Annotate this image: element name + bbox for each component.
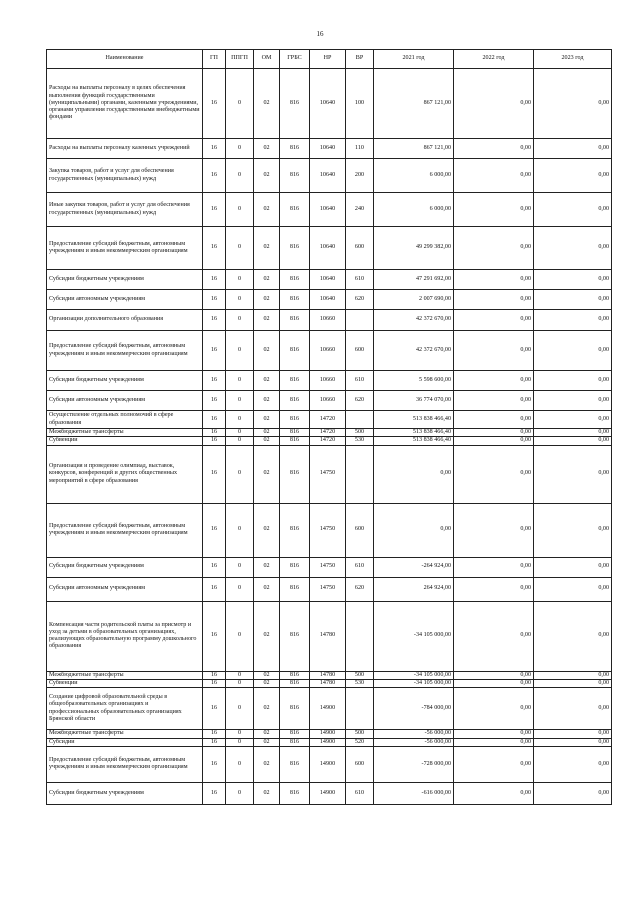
row-om: 02 <box>254 310 280 331</box>
row-name: Организация и проведение олимпиад, выставок, конкурсов, конференций и других общественных мероприятий в сфере образования <box>47 445 203 503</box>
row-grbs: 816 <box>280 503 310 557</box>
row-om: 02 <box>254 429 280 437</box>
row-nr: 10660 <box>310 331 346 371</box>
row-om: 02 <box>254 738 280 746</box>
row-2021: -264 924,00 <box>374 557 454 577</box>
row-om: 02 <box>254 503 280 557</box>
row-nr: 14720 <box>310 411 346 429</box>
table-row <box>47 391 612 411</box>
row-2023: 0,00 <box>534 270 612 290</box>
row-ppgp: 0 <box>226 290 254 310</box>
row-vr: 610 <box>346 270 374 290</box>
header-2021: 2021 год <box>374 50 454 69</box>
row-nr: 14750 <box>310 503 346 557</box>
row-2021: 0,00 <box>374 445 454 503</box>
row-vr <box>346 445 374 503</box>
row-nr: 10660 <box>310 371 346 391</box>
row-ppgp: 0 <box>226 738 254 746</box>
row-2021: 513 838 466,40 <box>374 411 454 429</box>
row-nr: 10640 <box>310 193 346 227</box>
row-name: Организации дополнительного образования <box>47 310 203 331</box>
table-row <box>47 577 612 601</box>
row-ppgp: 0 <box>226 577 254 601</box>
row-gp: 16 <box>203 290 226 310</box>
row-om: 02 <box>254 331 280 371</box>
row-nr: 14780 <box>310 671 346 679</box>
header-row <box>47 50 612 69</box>
row-gp: 16 <box>203 139 226 159</box>
row-2021: 867 121,00 <box>374 139 454 159</box>
row-vr <box>346 310 374 331</box>
table-row <box>47 738 612 746</box>
row-vr: 610 <box>346 782 374 804</box>
table-row <box>47 270 612 290</box>
row-om: 02 <box>254 601 280 671</box>
row-name: Осуществление отдельных полномочий в сфере образования <box>47 411 203 429</box>
row-grbs: 816 <box>280 746 310 782</box>
row-grbs: 816 <box>280 688 310 730</box>
row-2023: 0,00 <box>534 193 612 227</box>
row-ppgp: 0 <box>226 429 254 437</box>
row-2023: 0,00 <box>534 159 612 193</box>
row-2022: 0,00 <box>454 503 534 557</box>
row-gp: 16 <box>203 193 226 227</box>
row-2023: 0,00 <box>534 738 612 746</box>
row-2022: 0,00 <box>454 310 534 331</box>
row-2023: 0,00 <box>534 445 612 503</box>
row-2022: 0,00 <box>454 411 534 429</box>
row-2022: 0,00 <box>454 782 534 804</box>
row-gp: 16 <box>203 577 226 601</box>
row-2022: 0,00 <box>454 679 534 687</box>
row-nr: 14780 <box>310 601 346 671</box>
row-gp: 16 <box>203 411 226 429</box>
table-row <box>47 437 612 445</box>
row-grbs: 816 <box>280 69 310 139</box>
row-2022: 0,00 <box>454 746 534 782</box>
row-om: 02 <box>254 577 280 601</box>
row-vr: 520 <box>346 738 374 746</box>
row-2023: 0,00 <box>534 139 612 159</box>
row-name: Предоставление субсидий бюджетным, автономным учреждениям и иным некоммерческим организациям <box>47 227 203 270</box>
row-2022: 0,00 <box>454 738 534 746</box>
row-ppgp: 0 <box>226 730 254 738</box>
row-grbs: 816 <box>280 193 310 227</box>
row-2021: 36 774 070,00 <box>374 391 454 411</box>
row-2021: -34 105 000,00 <box>374 671 454 679</box>
row-gp: 16 <box>203 227 226 270</box>
row-vr: 500 <box>346 671 374 679</box>
row-2022: 0,00 <box>454 730 534 738</box>
row-om: 02 <box>254 139 280 159</box>
table-row <box>47 730 612 738</box>
row-name: Предоставление субсидий бюджетным, автономным учреждениям и иным некоммерческим организациям <box>47 746 203 782</box>
row-ppgp: 0 <box>226 503 254 557</box>
page-number: 16 <box>316 30 324 38</box>
row-name: Субсидии автономным учреждениям <box>47 577 203 601</box>
row-grbs: 816 <box>280 730 310 738</box>
row-grbs: 816 <box>280 411 310 429</box>
row-om: 02 <box>254 371 280 391</box>
row-nr: 10640 <box>310 69 346 139</box>
row-2022: 0,00 <box>454 601 534 671</box>
table-row <box>47 290 612 310</box>
row-gp: 16 <box>203 782 226 804</box>
row-vr: 500 <box>346 429 374 437</box>
row-vr: 620 <box>346 290 374 310</box>
row-2021: 0,00 <box>374 503 454 557</box>
row-vr: 600 <box>346 746 374 782</box>
row-gp: 16 <box>203 159 226 193</box>
table-row <box>47 503 612 557</box>
row-grbs: 816 <box>280 391 310 411</box>
row-gp: 16 <box>203 730 226 738</box>
row-ppgp: 0 <box>226 159 254 193</box>
row-grbs: 816 <box>280 310 310 331</box>
row-2021: 42 372 670,00 <box>374 310 454 331</box>
row-2022: 0,00 <box>454 139 534 159</box>
row-vr: 240 <box>346 193 374 227</box>
row-2022: 0,00 <box>454 371 534 391</box>
row-2022: 0,00 <box>454 391 534 411</box>
row-2023: 0,00 <box>534 601 612 671</box>
table-row <box>47 679 612 687</box>
row-name: Субсидии бюджетным учреждениям <box>47 557 203 577</box>
row-name: Субсидии бюджетным учреждениям <box>47 782 203 804</box>
row-om: 02 <box>254 391 280 411</box>
row-2021: 47 291 692,00 <box>374 270 454 290</box>
row-2021: -616 000,00 <box>374 782 454 804</box>
row-name: Межбюджетные трансферты <box>47 730 203 738</box>
row-grbs: 816 <box>280 159 310 193</box>
row-name: Субвенции <box>47 437 203 445</box>
row-name: Субсидии бюджетным учреждениям <box>47 270 203 290</box>
row-gp: 16 <box>203 688 226 730</box>
row-name: Предоставление субсидий бюджетным, автономным учреждениям и иным некоммерческим организациям <box>47 503 203 557</box>
row-2021: 513 838 466,40 <box>374 437 454 445</box>
row-2021: -56 000,00 <box>374 730 454 738</box>
row-gp: 16 <box>203 371 226 391</box>
table-row <box>47 371 612 391</box>
row-nr: 14900 <box>310 730 346 738</box>
row-2023: 0,00 <box>534 227 612 270</box>
row-vr: 200 <box>346 159 374 193</box>
row-name: Закупка товаров, работ и услуг для обеспечения государственных (муниципальных) нужд <box>47 159 203 193</box>
row-name: Межбюджетные трансферты <box>47 671 203 679</box>
row-nr: 14780 <box>310 679 346 687</box>
row-2022: 0,00 <box>454 331 534 371</box>
row-ppgp: 0 <box>226 445 254 503</box>
row-nr: 10640 <box>310 159 346 193</box>
table-row <box>47 159 612 193</box>
row-ppgp: 0 <box>226 193 254 227</box>
row-grbs: 816 <box>280 445 310 503</box>
row-2023: 0,00 <box>534 331 612 371</box>
row-2022: 0,00 <box>454 270 534 290</box>
row-ppgp: 0 <box>226 671 254 679</box>
row-nr: 10660 <box>310 310 346 331</box>
row-name: Субвенции <box>47 679 203 687</box>
header-gp: ГП <box>203 50 226 69</box>
row-vr: 620 <box>346 577 374 601</box>
row-gp: 16 <box>203 503 226 557</box>
row-2021: 6 000,00 <box>374 159 454 193</box>
row-gp: 16 <box>203 429 226 437</box>
row-ppgp: 0 <box>226 411 254 429</box>
row-om: 02 <box>254 159 280 193</box>
row-grbs: 816 <box>280 601 310 671</box>
row-vr: 610 <box>346 371 374 391</box>
row-grbs: 816 <box>280 782 310 804</box>
header-2022: 2022 год <box>454 50 534 69</box>
row-2022: 0,00 <box>454 227 534 270</box>
row-nr: 10640 <box>310 227 346 270</box>
row-2022: 0,00 <box>454 437 534 445</box>
row-2021: 49 299 382,00 <box>374 227 454 270</box>
table-row <box>47 69 612 139</box>
row-gp: 16 <box>203 310 226 331</box>
row-ppgp: 0 <box>226 601 254 671</box>
row-om: 02 <box>254 437 280 445</box>
row-om: 02 <box>254 730 280 738</box>
row-gp: 16 <box>203 437 226 445</box>
row-ppgp: 0 <box>226 139 254 159</box>
row-vr: 600 <box>346 227 374 270</box>
row-2023: 0,00 <box>534 688 612 730</box>
row-nr: 14900 <box>310 746 346 782</box>
row-2023: 0,00 <box>534 371 612 391</box>
row-2022: 0,00 <box>454 159 534 193</box>
row-grbs: 816 <box>280 429 310 437</box>
header-nr: НР <box>310 50 346 69</box>
row-2023: 0,00 <box>534 437 612 445</box>
row-gp: 16 <box>203 746 226 782</box>
row-grbs: 816 <box>280 577 310 601</box>
row-2021: -728 000,00 <box>374 746 454 782</box>
row-ppgp: 0 <box>226 270 254 290</box>
header-ppgp: ППГП <box>226 50 254 69</box>
row-om: 02 <box>254 227 280 270</box>
row-2023: 0,00 <box>534 577 612 601</box>
row-2022: 0,00 <box>454 577 534 601</box>
row-nr: 10640 <box>310 270 346 290</box>
table-row <box>47 331 612 371</box>
row-grbs: 816 <box>280 270 310 290</box>
row-2023: 0,00 <box>534 411 612 429</box>
header-grbs: ГРБС <box>280 50 310 69</box>
row-2021: -56 000,00 <box>374 738 454 746</box>
row-om: 02 <box>254 193 280 227</box>
table-row <box>47 782 612 804</box>
row-name: Компенсация части родительской платы за присмотр и уход за детьми в образовательных организациях, реализующих образовательную программу дошкольного образования <box>47 601 203 671</box>
row-ppgp: 0 <box>226 688 254 730</box>
row-2021: 513 838 466,40 <box>374 429 454 437</box>
row-grbs: 816 <box>280 679 310 687</box>
row-gp: 16 <box>203 671 226 679</box>
row-grbs: 816 <box>280 371 310 391</box>
row-gp: 16 <box>203 391 226 411</box>
row-name: Субсидии автономным учреждениям <box>47 290 203 310</box>
row-om: 02 <box>254 557 280 577</box>
row-gp: 16 <box>203 270 226 290</box>
row-2021: 867 121,00 <box>374 69 454 139</box>
row-ppgp: 0 <box>226 310 254 331</box>
table-row <box>47 310 612 331</box>
row-2023: 0,00 <box>534 746 612 782</box>
row-2022: 0,00 <box>454 290 534 310</box>
row-vr: 610 <box>346 557 374 577</box>
row-2023: 0,00 <box>534 429 612 437</box>
row-vr: 110 <box>346 139 374 159</box>
row-2023: 0,00 <box>534 310 612 331</box>
row-ppgp: 0 <box>226 782 254 804</box>
row-2022: 0,00 <box>454 429 534 437</box>
row-vr: 600 <box>346 503 374 557</box>
row-ppgp: 0 <box>226 679 254 687</box>
table-row <box>47 445 612 503</box>
row-ppgp: 0 <box>226 746 254 782</box>
row-nr: 10640 <box>310 139 346 159</box>
row-name: Расходы на выплаты персоналу в целях обеспечения выполнения функций государственными (муниципальными) органами, казенными учреждениями, органами управления государственными внебюджетными фондами <box>47 69 203 139</box>
row-om: 02 <box>254 688 280 730</box>
row-om: 02 <box>254 290 280 310</box>
row-nr: 10660 <box>310 391 346 411</box>
row-gp: 16 <box>203 601 226 671</box>
row-vr: 620 <box>346 391 374 411</box>
row-name: Иные закупки товаров, работ и услуг для обеспечения государственных (муниципальных) нужд <box>47 193 203 227</box>
table-row <box>47 429 612 437</box>
row-vr: 500 <box>346 730 374 738</box>
budget-table <box>46 49 612 805</box>
row-gp: 16 <box>203 445 226 503</box>
row-ppgp: 0 <box>226 391 254 411</box>
header-om: ОМ <box>254 50 280 69</box>
row-nr: 14750 <box>310 445 346 503</box>
row-name: Предоставление субсидий бюджетным, автономным учреждениям и иным некоммерческим организациям <box>47 331 203 371</box>
row-2022: 0,00 <box>454 688 534 730</box>
row-grbs: 816 <box>280 227 310 270</box>
row-name: Субсидии бюджетным учреждениям <box>47 371 203 391</box>
row-om: 02 <box>254 679 280 687</box>
row-2022: 0,00 <box>454 671 534 679</box>
table-row <box>47 688 612 730</box>
table-row <box>47 227 612 270</box>
row-om: 02 <box>254 411 280 429</box>
row-om: 02 <box>254 445 280 503</box>
row-ppgp: 0 <box>226 69 254 139</box>
row-gp: 16 <box>203 69 226 139</box>
row-2023: 0,00 <box>534 671 612 679</box>
row-vr <box>346 688 374 730</box>
row-om: 02 <box>254 746 280 782</box>
row-2022: 0,00 <box>454 445 534 503</box>
row-grbs: 816 <box>280 331 310 371</box>
row-2021: 264 924,00 <box>374 577 454 601</box>
row-2021: -34 105 000,00 <box>374 679 454 687</box>
row-nr: 14900 <box>310 738 346 746</box>
row-om: 02 <box>254 69 280 139</box>
table-row <box>47 671 612 679</box>
row-gp: 16 <box>203 331 226 371</box>
row-om: 02 <box>254 782 280 804</box>
row-2022: 0,00 <box>454 69 534 139</box>
row-vr <box>346 601 374 671</box>
header-2023: 2023 год <box>534 50 612 69</box>
row-2022: 0,00 <box>454 193 534 227</box>
row-grbs: 816 <box>280 557 310 577</box>
row-2023: 0,00 <box>534 782 612 804</box>
row-2023: 0,00 <box>534 503 612 557</box>
row-vr <box>346 411 374 429</box>
row-vr: 100 <box>346 69 374 139</box>
header-vr: ВР <box>346 50 374 69</box>
row-name: Межбюджетные трансферты <box>47 429 203 437</box>
row-grbs: 816 <box>280 290 310 310</box>
row-name: Создание цифровой образовательной среды в общеобразовательных организациях и профессиональных образовательных организациях Брянской области <box>47 688 203 730</box>
row-vr: 530 <box>346 679 374 687</box>
row-ppgp: 0 <box>226 371 254 391</box>
row-2022: 0,00 <box>454 557 534 577</box>
table-row <box>47 557 612 577</box>
row-nr: 10640 <box>310 290 346 310</box>
table-row <box>47 746 612 782</box>
row-ppgp: 0 <box>226 227 254 270</box>
row-2023: 0,00 <box>534 557 612 577</box>
row-2021: -34 105 000,00 <box>374 601 454 671</box>
table-row <box>47 601 612 671</box>
row-2021: 2 007 690,00 <box>374 290 454 310</box>
row-nr: 14900 <box>310 688 346 730</box>
table-row <box>47 411 612 429</box>
row-2023: 0,00 <box>534 391 612 411</box>
row-vr: 530 <box>346 437 374 445</box>
row-name: Субсидии <box>47 738 203 746</box>
row-gp: 16 <box>203 738 226 746</box>
table-row <box>47 139 612 159</box>
row-grbs: 816 <box>280 671 310 679</box>
row-2021: 42 372 670,00 <box>374 331 454 371</box>
row-2021: 5 598 600,00 <box>374 371 454 391</box>
table-row <box>47 193 612 227</box>
row-name: Субсидии автономным учреждениям <box>47 391 203 411</box>
row-gp: 16 <box>203 557 226 577</box>
row-2021: -784 000,00 <box>374 688 454 730</box>
row-ppgp: 0 <box>226 557 254 577</box>
row-nr: 14750 <box>310 577 346 601</box>
row-2023: 0,00 <box>534 679 612 687</box>
row-grbs: 816 <box>280 139 310 159</box>
row-name: Расходы на выплаты персоналу казенных учреждений <box>47 139 203 159</box>
row-nr: 14900 <box>310 782 346 804</box>
row-nr: 14750 <box>310 557 346 577</box>
row-2023: 0,00 <box>534 69 612 139</box>
row-om: 02 <box>254 671 280 679</box>
row-vr: 600 <box>346 331 374 371</box>
row-2023: 0,00 <box>534 730 612 738</box>
row-om: 02 <box>254 270 280 290</box>
header-name: Наименование <box>47 50 203 69</box>
row-2021: 6 000,00 <box>374 193 454 227</box>
row-gp: 16 <box>203 679 226 687</box>
row-nr: 14720 <box>310 437 346 445</box>
row-grbs: 816 <box>280 437 310 445</box>
row-nr: 14720 <box>310 429 346 437</box>
row-ppgp: 0 <box>226 331 254 371</box>
row-grbs: 816 <box>280 738 310 746</box>
row-2023: 0,00 <box>534 290 612 310</box>
row-ppgp: 0 <box>226 437 254 445</box>
